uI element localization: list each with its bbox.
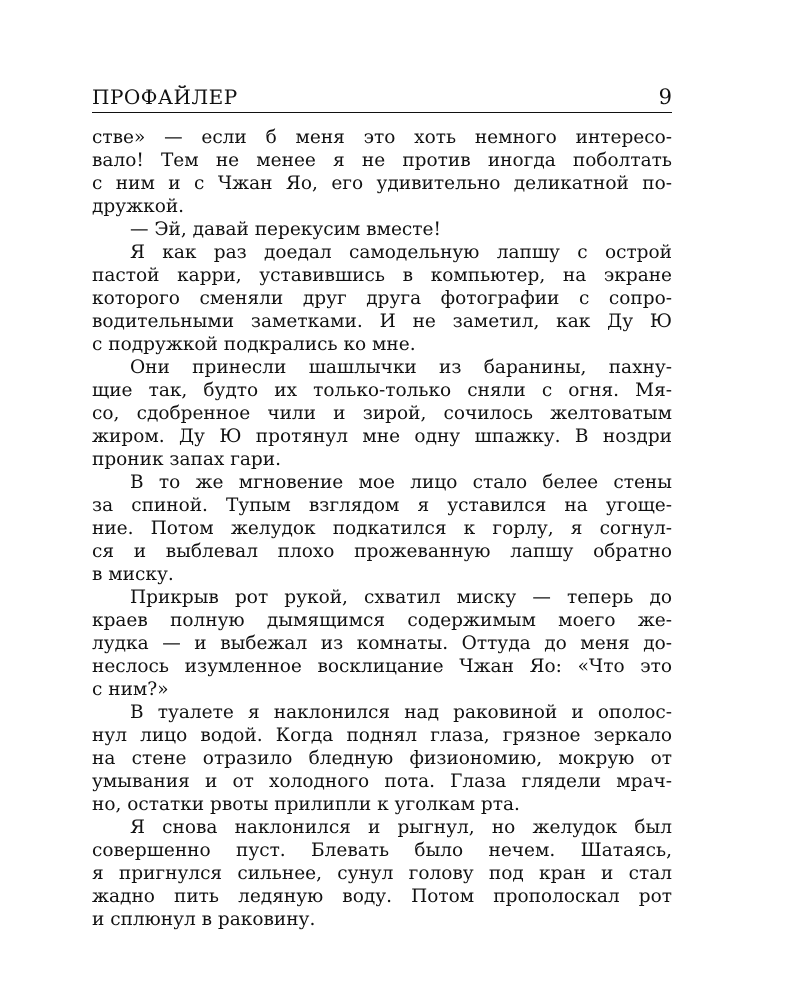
page-number: 9 — [658, 85, 672, 109]
text-line: В туалете я наклонился над раковиной и ополос- — [130, 702, 672, 723]
text-line: Они принесли шашлычки из баранины, пахну- — [130, 357, 672, 378]
page-header — [92, 84, 672, 113]
text-line: с ним?» — [92, 679, 169, 700]
text-line: я пригнулся сильнее, сунул голову под кран и стал — [92, 863, 672, 884]
text-line: Прикрыв рот рукой, схватил миску — теперь до — [130, 587, 672, 608]
body-text — [92, 126, 672, 931]
running-title: ПРОФАЙЛЕР — [92, 85, 238, 109]
text-line: с подружкой подкрались ко мне. — [92, 334, 416, 355]
text-line: совершенно пуст. Блевать было нечем. Шатаясь, — [92, 840, 672, 861]
text-line: жиром. Ду Ю протянул мне одну шпажку. В ноздри — [92, 426, 672, 447]
text-line: но, остатки рвоты прилипли к уголкам рта. — [92, 794, 520, 815]
text-line: с ним и с Чжан Яо, его удивительно деликатной по- — [92, 173, 672, 194]
text-line: которого сменяли друг друга фотографии с сопро- — [92, 288, 672, 309]
text-line: умывания и от холодного пота. Глаза глядели мрач- — [92, 771, 672, 792]
text-line: неслось изумленное восклицание Чжан Яо: «Что это — [92, 656, 672, 677]
text-line: В то же мгновение мое лицо стало белее стены — [130, 472, 672, 493]
paragraph — [92, 218, 672, 241]
text-line: лудка — и выбежал из комнаты. Оттуда до меня до- — [92, 633, 672, 654]
paragraph — [92, 356, 672, 471]
paragraph — [92, 816, 672, 931]
text-line: жадно пить ледяную воду. Потом прополоскал рот — [92, 886, 672, 907]
text-line: — Эй, давай перекусим вместе! — [130, 219, 441, 240]
text-line: со, сдобренное чили и зирой, сочилось желтоватым — [92, 403, 672, 424]
text-line: на стене отразило бледную физиономию, мокрую от — [92, 748, 672, 769]
text-line: вало! Тем не менее я не против иногда поболтать — [92, 150, 672, 171]
text-line: щие так, будто их только-только сняли с огня. Мя- — [92, 380, 672, 401]
text-line: и сплюнул в раковину. — [92, 909, 316, 930]
paragraph — [92, 701, 672, 816]
paragraph — [92, 586, 672, 701]
paragraph — [92, 471, 672, 586]
text-line: краев полную дымящимся содержимым моего же- — [92, 610, 672, 631]
text-line: ся и выблевал плохо прожеванную лапшу обратно — [92, 541, 672, 562]
paragraph — [92, 241, 672, 356]
text-line: нул лицо водой. Когда поднял глаза, грязное зеркало — [92, 725, 672, 746]
text-line: в миску. — [92, 564, 174, 585]
text-line: проник запах гари. — [92, 449, 281, 470]
text-line: Я снова наклонился и рыгнул, но желудок был — [130, 817, 672, 838]
text-line: пастой карри, уставившись в компьютер, на экране — [92, 265, 672, 286]
text-line: дружкой. — [92, 196, 185, 217]
text-line: стве» — если б меня это хоть немного интересо- — [92, 127, 672, 148]
paragraph — [92, 126, 672, 218]
text-line: за спиной. Тупым взглядом я уставился на угоще- — [92, 495, 672, 516]
text-line: ние. Потом желудок подкатился к горлу, я согнул- — [92, 518, 672, 539]
text-line: водительными заметками. И не заметил, как Ду Ю — [92, 311, 672, 332]
text-line: Я как раз доедал самодельную лапшу с острой — [130, 242, 672, 263]
